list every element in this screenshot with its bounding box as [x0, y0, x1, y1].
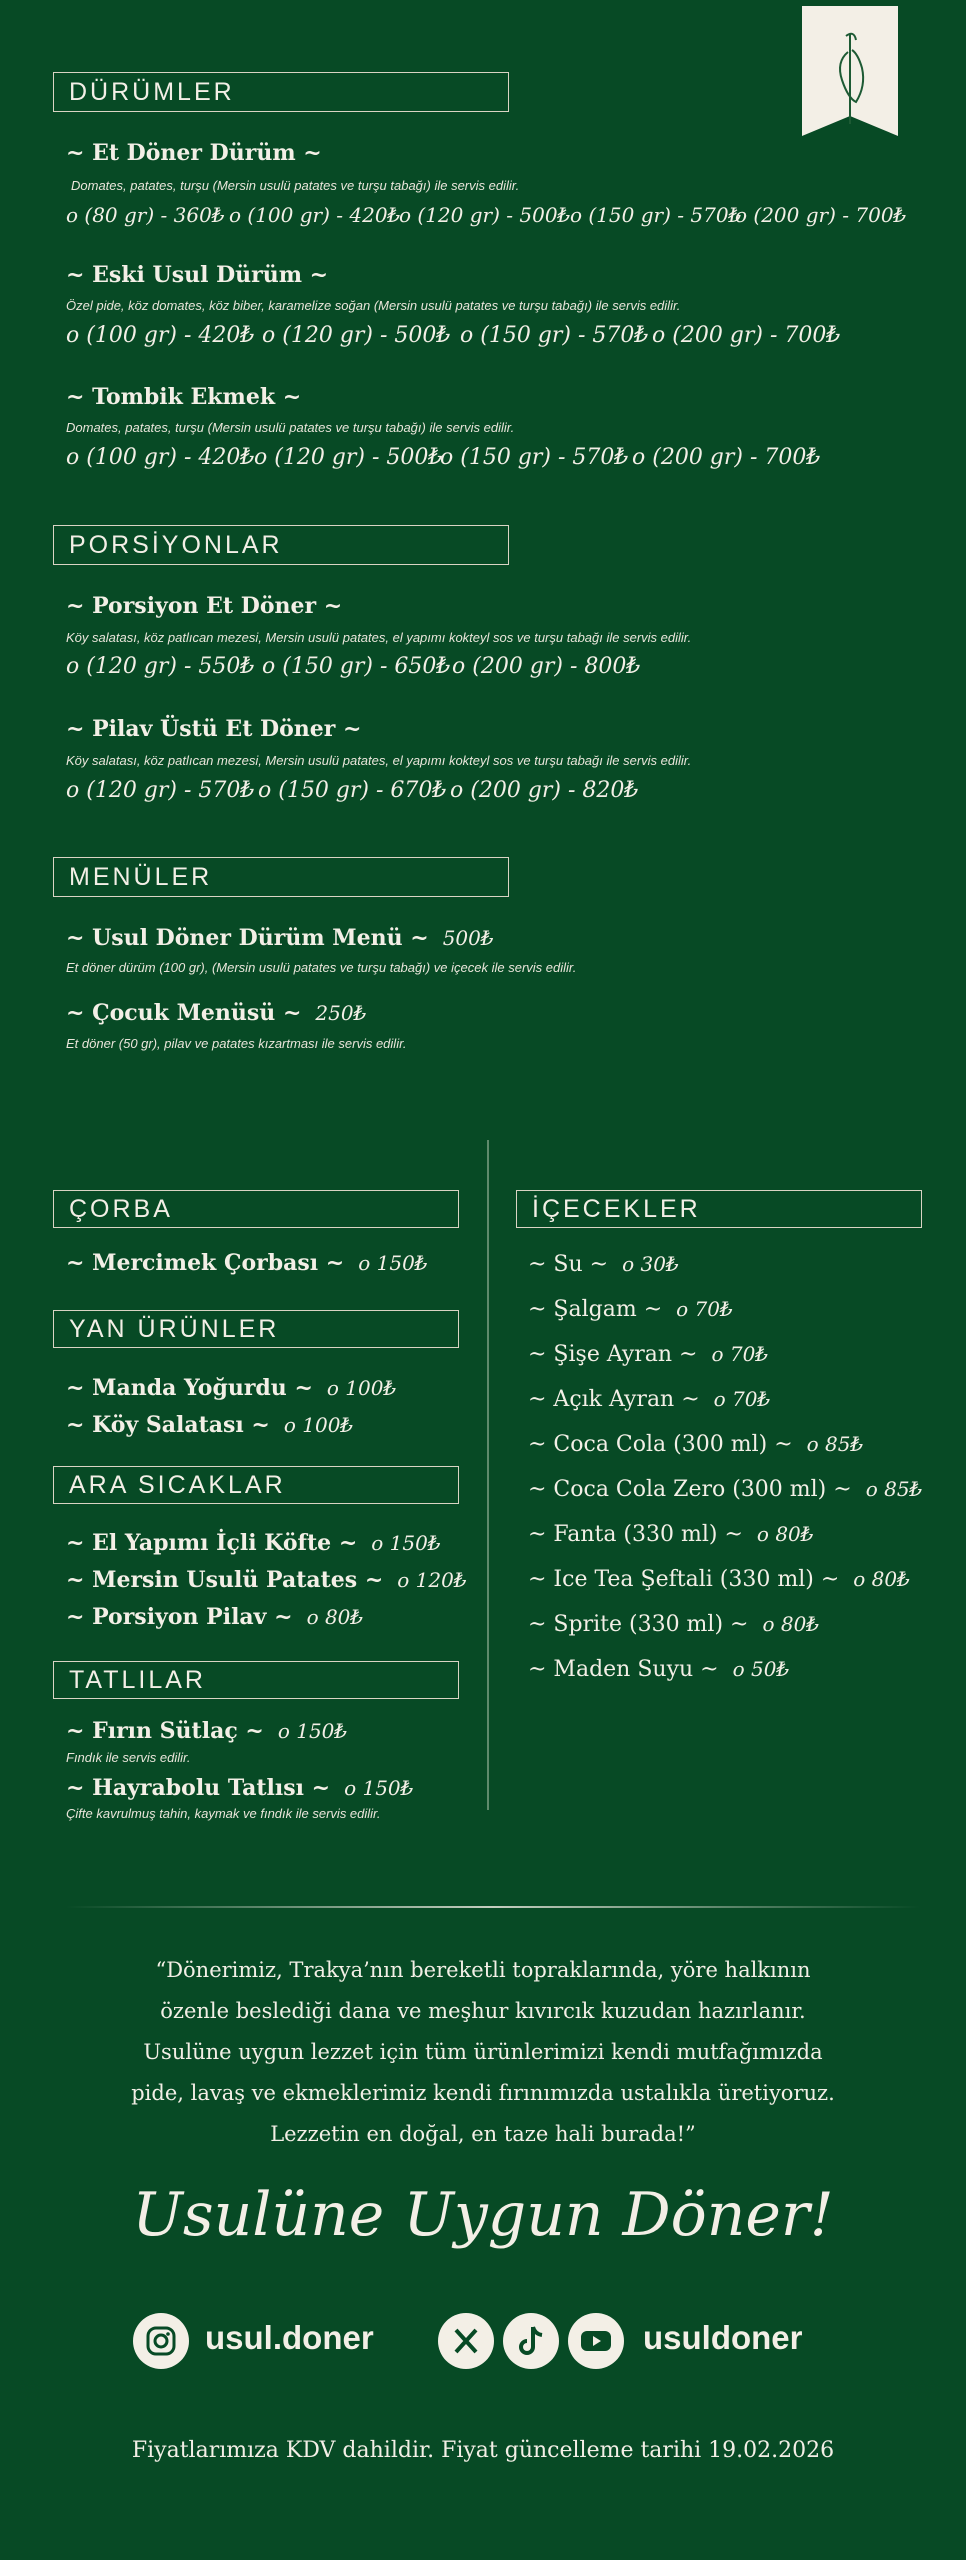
- item-name: ~ Sprite (330 ml) ~: [528, 1612, 749, 1637]
- item-name: ~ Şalgam ~: [528, 1297, 663, 1322]
- item-price: o 120₺: [397, 1568, 467, 1592]
- item-name: ~ Çocuk Menüsü ~: [66, 1000, 302, 1026]
- menu-item: [66, 1718, 347, 1744]
- item-desc: Et döner dürüm (100 gr), (Mersin usulü patates ve turşu tabağı) ve içecek ile servis edilir.: [66, 960, 577, 975]
- item-price: o 100₺: [326, 1376, 397, 1400]
- price-option: o (120 gr) - 500₺: [262, 323, 451, 348]
- quote-line: Lezzetin en doğal, en taze hali burada!”: [270, 2122, 696, 2146]
- slogan: Usulüne Uygun Döner!: [132, 2180, 834, 2250]
- drink-item: [528, 1341, 768, 1367]
- price-option: o (120 gr) - 500₺: [254, 445, 443, 470]
- item-price: o 80₺: [756, 1522, 814, 1546]
- drink-item: [528, 1476, 922, 1502]
- section-header-yan-urunler: YAN ÜRÜNLER: [53, 1310, 459, 1348]
- item-name: ~ Coca Cola (300 ml) ~: [528, 1432, 793, 1457]
- youtube-icon[interactable]: [568, 2313, 624, 2369]
- section-header-tatlilar: TATLILAR: [53, 1661, 459, 1699]
- price-option: o (200 gr) - 700₺: [652, 323, 841, 348]
- price-option: o (200 gr) - 700₺: [735, 203, 907, 227]
- item-desc: Fındık ile servis edilir.: [66, 1750, 191, 1765]
- item-price: o 150₺: [371, 1531, 441, 1555]
- price-option: o (100 gr) - 420₺: [66, 323, 255, 348]
- item-price: o 85₺: [865, 1477, 923, 1501]
- menu-item: [66, 1412, 353, 1438]
- menu-item: [66, 1375, 396, 1401]
- instagram-icon[interactable]: [133, 2313, 189, 2369]
- price-option: o (200 gr) - 800₺: [452, 654, 641, 679]
- section-header-icecekler: İÇECEKLER: [516, 1190, 922, 1228]
- item-name: ~ Coca Cola Zero (300 ml) ~: [528, 1477, 852, 1502]
- item-name: ~ Porsiyon Pilav ~: [66, 1604, 293, 1630]
- social-handle[interactable]: usuldoner: [643, 2319, 803, 2356]
- drink-item: [528, 1386, 770, 1412]
- menu-item: [66, 1604, 363, 1630]
- item-name: ~ Tombik Ekmek ~: [66, 384, 302, 410]
- item-name: ~ Mercimek Çorbası ~: [66, 1250, 345, 1276]
- price-option: o (100 gr) - 420₺: [229, 203, 401, 227]
- price-option: o (120 gr) - 570₺: [66, 778, 255, 803]
- item-name: ~ Ice Tea Şeftali (330 ml) ~: [528, 1567, 840, 1592]
- section-header-menuler: MENÜLER: [53, 857, 509, 897]
- price-option: o (120 gr) - 550₺: [66, 654, 255, 679]
- logo-banner: [802, 6, 898, 148]
- item-desc: Özel pide, köz domates, köz biber, karamelize soğan (Mersin usulü patates ve turşu tabağı) ile servis edilir.: [66, 298, 681, 313]
- price-option: o (150 gr) - 570₺: [460, 323, 649, 348]
- item-name: ~ Et Döner Dürüm ~: [66, 140, 322, 166]
- item-name: ~ Açık Ayran ~: [528, 1387, 700, 1412]
- item-name: ~ Pilav Üstü Et Döner ~: [66, 716, 362, 742]
- section-header-ara-sicaklar: ARA SICAKLAR: [53, 1466, 459, 1504]
- footer-note: Fiyatlarımıza KDV dahildir. Fiyat güncelleme tarihi 19.02.2026: [131, 2438, 835, 2463]
- item-price: o 80₺: [306, 1605, 364, 1629]
- item-price: o 85₺: [806, 1432, 864, 1456]
- price-option: o (150 gr) - 570₺: [440, 445, 629, 470]
- item-name: ~ Fanta (330 ml) ~: [528, 1522, 743, 1547]
- drink-item: [528, 1566, 910, 1592]
- drink-item: [528, 1521, 814, 1547]
- item-name: ~ Manda Yoğurdu ~: [66, 1375, 313, 1401]
- section-header-durumler: DÜRÜMLER: [53, 72, 509, 112]
- item-desc: Köy salatası, köz patlıcan mezesi, Mersin usulü patates, el yapımı kokteyl sos ve turşu tabağı ile servis edilir.: [66, 753, 692, 768]
- quote-line: pide, lavaş ve ekmeklerimiz kendi fırınımızda ustalıkla üretiyoruz.: [131, 2081, 835, 2105]
- item-desc: Köy salatası, köz patlıcan mezesi, Mersin usulü patates, el yapımı kokteyl sos ve turşu tabağı ile servis edilir.: [66, 630, 692, 645]
- item-name: ~ Eski Usul Dürüm ~: [66, 262, 329, 288]
- instagram-handle[interactable]: usul.doner: [205, 2319, 374, 2356]
- menu-item: [66, 1775, 413, 1801]
- item-price: o 80₺: [853, 1567, 910, 1591]
- quote-line: Usulüne uygun lezzet için tüm ürünlerimizi kendi mutfağımızda: [143, 2040, 823, 2064]
- column-divider: [487, 1140, 489, 1810]
- section-header-corba: ÇORBA: [53, 1190, 459, 1228]
- item-price: o 50₺: [732, 1657, 790, 1681]
- item-name: ~ El Yapımı İçli Köfte ~: [66, 1530, 358, 1556]
- price-option: o (120 gr) - 500₺: [399, 203, 571, 227]
- price-option: o (200 gr) - 820₺: [450, 778, 639, 803]
- price-option: o (150 gr) - 650₺: [262, 654, 451, 679]
- section-header-porsiyonlar: PORSİYONLAR: [53, 525, 509, 565]
- item-desc: Çifte kavrulmuş tahin, kaymak ve fındık ile servis edilir.: [66, 1806, 381, 1821]
- item-price: o 70₺: [713, 1387, 771, 1411]
- item-price: o 100₺: [283, 1413, 354, 1437]
- item-price: 250₺: [315, 1001, 367, 1025]
- item-price: o 70₺: [676, 1297, 733, 1321]
- menu-item: [66, 1567, 467, 1593]
- item-price: 500₺: [442, 926, 494, 950]
- price-option: o (100 gr) - 420₺: [66, 445, 255, 470]
- price-option: o (200 gr) - 700₺: [632, 445, 821, 470]
- item-price: o 150₺: [277, 1719, 348, 1743]
- quote-line: “Dönerimiz, Trakya’nın bereketli topraklarında, yöre halkının: [155, 1958, 811, 1982]
- item-name: ~ Fırın Sütlaç ~: [66, 1718, 264, 1744]
- item-price: o 30₺: [622, 1252, 679, 1276]
- item-price: o 70₺: [711, 1342, 769, 1366]
- quote-line: özenle beslediği dana ve meşhur kıvırcık kuzudan hazırlanır.: [160, 1999, 806, 2023]
- price-option: o (80 gr) - 360₺: [66, 203, 225, 227]
- item-name: ~ Porsiyon Et Döner ~: [66, 593, 343, 619]
- tiktok-icon[interactable]: [503, 2313, 559, 2369]
- item-price: o 150₺: [358, 1251, 428, 1275]
- item-desc: Domates, patates, turşu (Mersin usulü patates ve turşu tabağı) ile servis edilir.: [66, 420, 515, 435]
- price-option: o (150 gr) - 570₺: [570, 203, 742, 227]
- drink-item: [528, 1611, 819, 1637]
- menu-item: [66, 925, 494, 951]
- menu-item: [66, 1250, 428, 1276]
- price-option: o (150 gr) - 670₺: [258, 778, 447, 803]
- menu-item: [66, 1530, 441, 1556]
- item-name: ~ Maden Suyu ~: [528, 1657, 719, 1682]
- item-desc: Domates, patates, turşu (Mersin usulü patates ve turşu tabağı) ile servis edilir.: [71, 178, 520, 193]
- drink-item: [528, 1431, 863, 1457]
- drink-item: [528, 1251, 679, 1277]
- item-price: o 80₺: [762, 1612, 820, 1636]
- item-desc: Et döner (50 gr), pilav ve patates kızartması ile servis edilir.: [66, 1036, 407, 1051]
- x-icon[interactable]: [438, 2313, 494, 2369]
- drink-item: [528, 1296, 733, 1322]
- menu-item: [66, 1000, 366, 1026]
- item-name: ~ Mersin Usulü Patates ~: [66, 1567, 384, 1593]
- item-name: ~ Köy Salatası ~: [66, 1412, 270, 1438]
- doner-spit-icon: [802, 6, 898, 148]
- item-name: ~ Hayrabolu Tatlısı ~: [66, 1775, 331, 1801]
- drink-item: [528, 1656, 789, 1682]
- horizontal-divider: [66, 1906, 920, 1908]
- item-name: ~ Usul Döner Dürüm Menü ~: [66, 925, 429, 951]
- item-name: ~ Su ~: [528, 1252, 609, 1277]
- item-price: o 150₺: [344, 1776, 414, 1800]
- item-name: ~ Şişe Ayran ~: [528, 1342, 698, 1367]
